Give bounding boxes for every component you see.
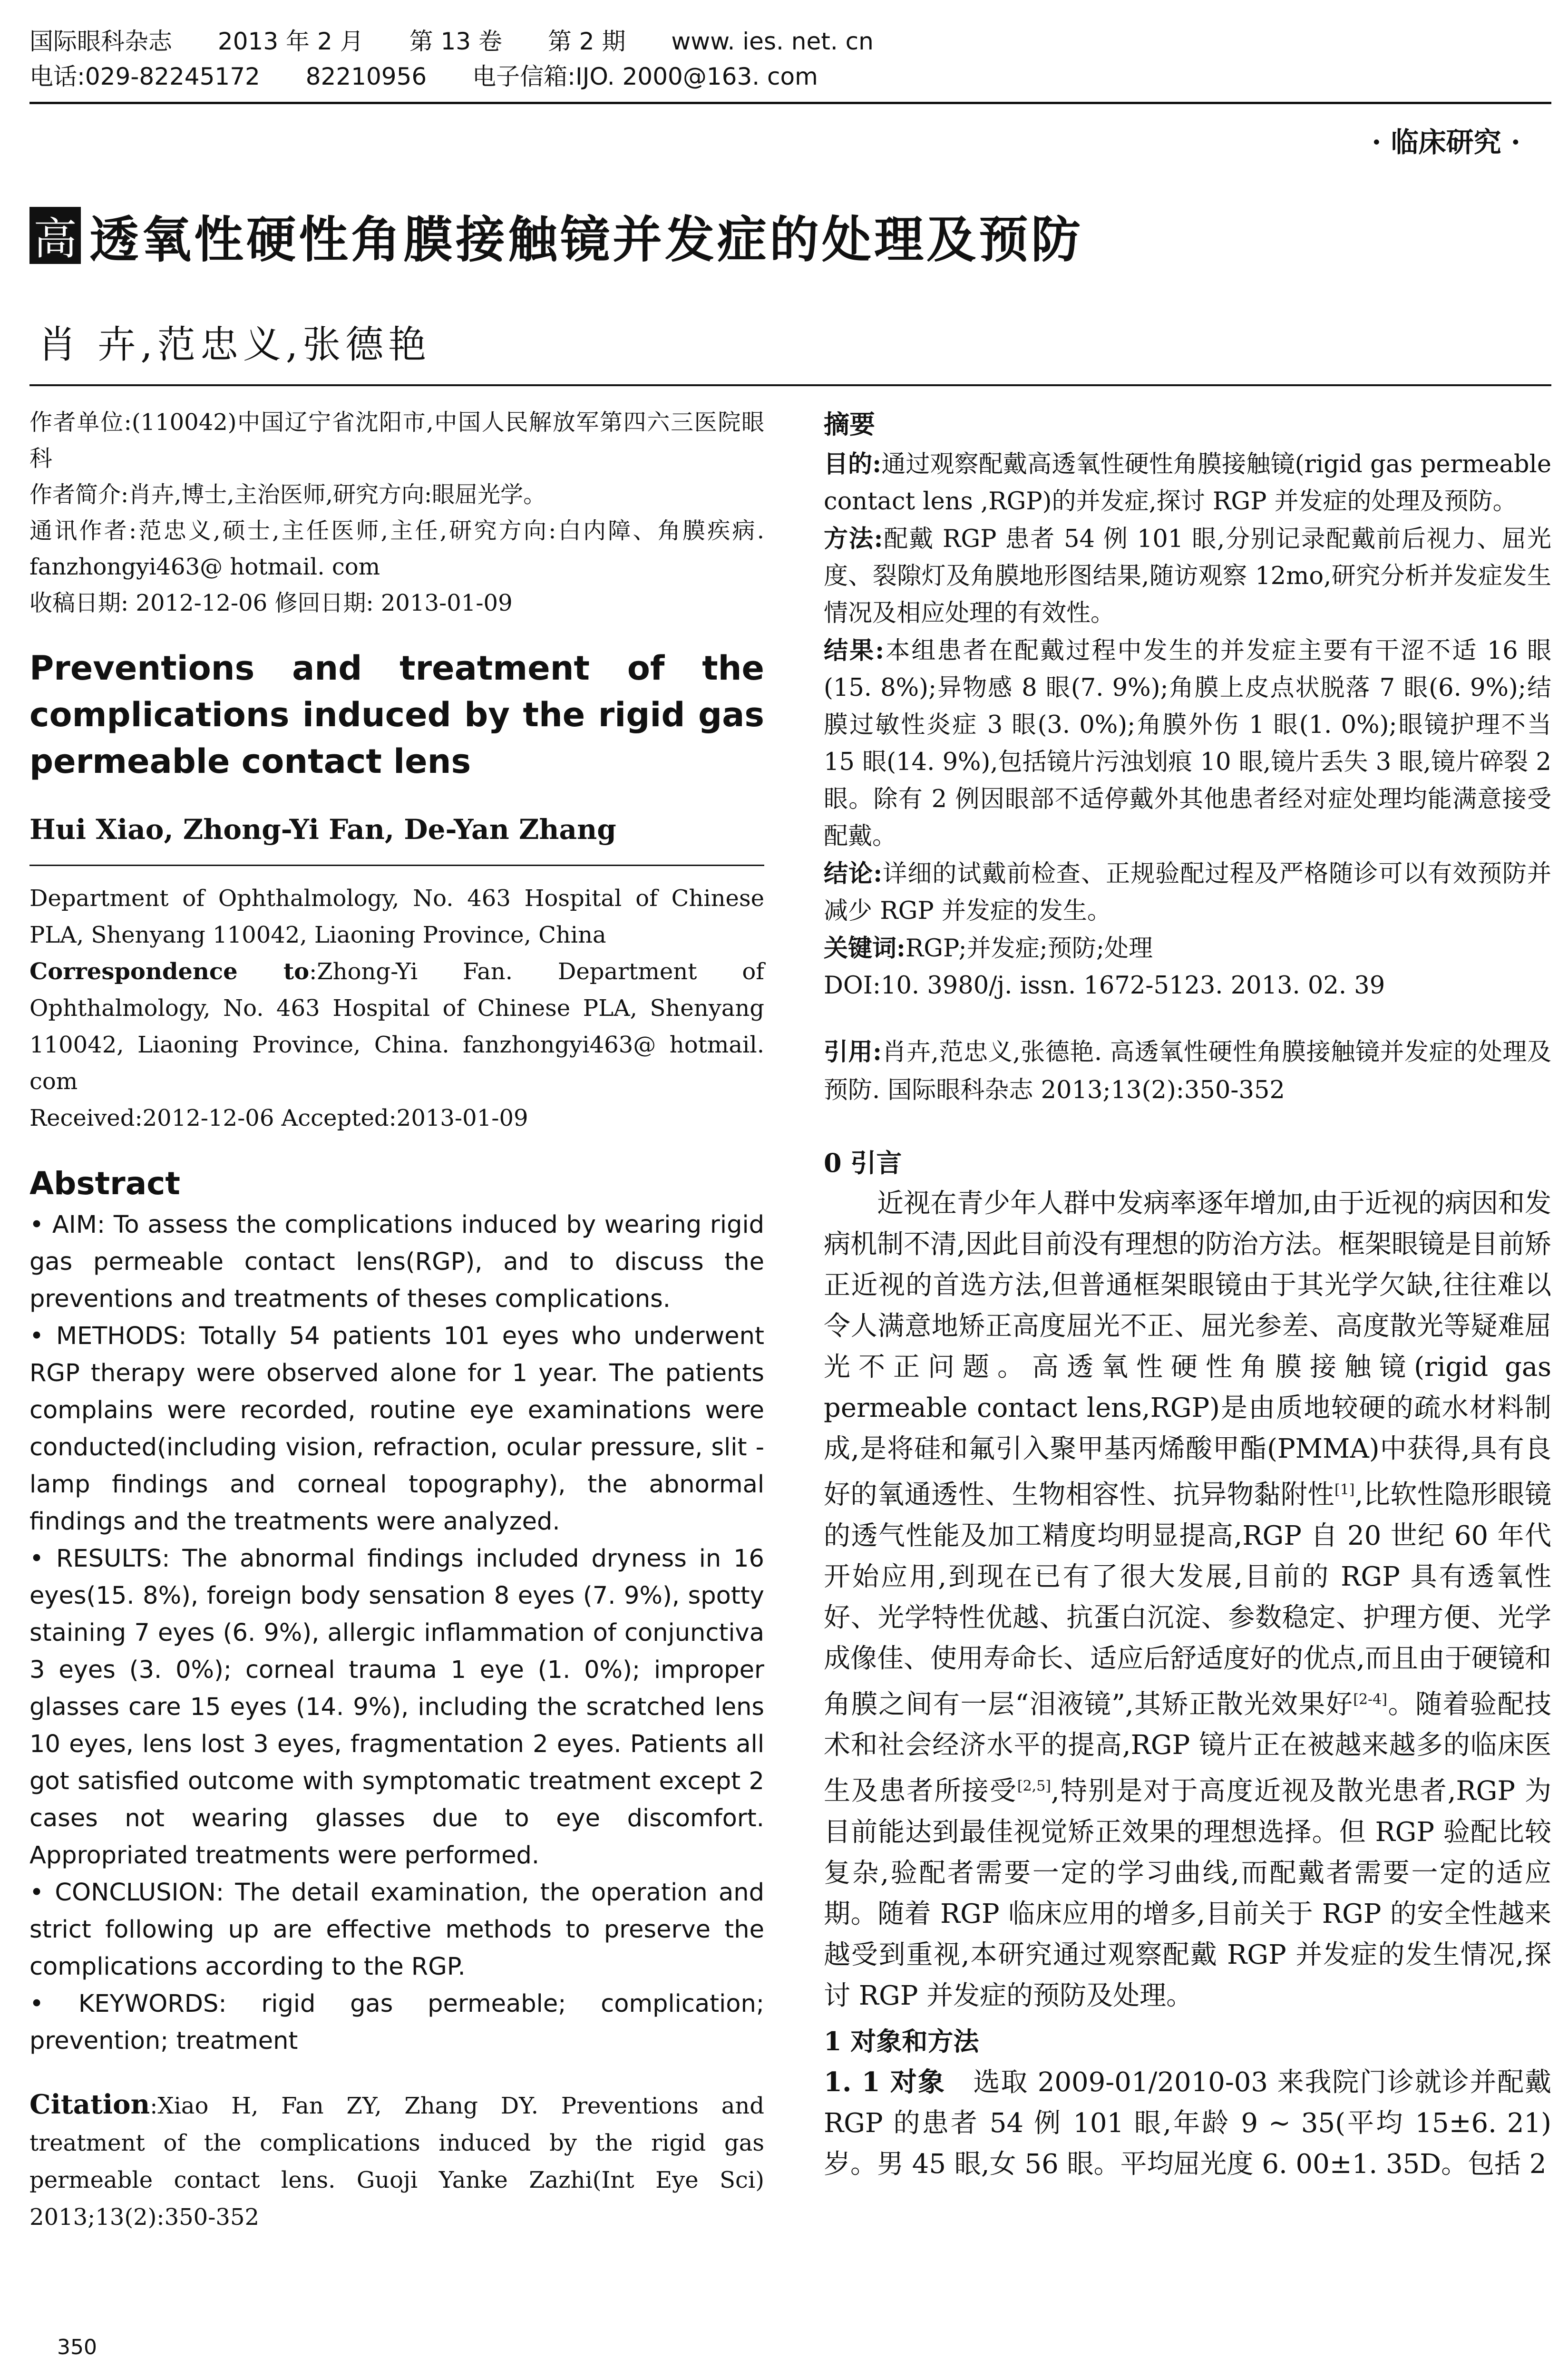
subjects-text: 选取 2009-01/2010-03 来我院门诊就诊并配戴 RGP 的患者 54 例 101 眼,年龄 9 ~ 35(平均 15±6. 21)岁。男 45 眼,女 56 眼。平均屈光度 6. 00±1. 35D。包括 2: [824, 2066, 1552, 2180]
results-text: 本组患者在配戴过程中发生的并发症主要有干涩不适 16 眼(15. 8%);异物感 8 眼(7. 9%);角膜上皮点状脱落 7 眼(6. 9%);结膜过敏性炎症 3 眼(3. 0%);角膜外伤 1 眼(1. 0%);眼镜护理不当 15 眼(14. 9%),包括镜片污浊划痕 10 眼,镜片丢失 3 眼,镜片碎裂 2 眼。除有 2 例因眼部不适停戴外其他患者经对症处理均能满意接受配戴。: [824, 637, 1551, 850]
doi: DOI:10. 3980/j. issn. 1672-5123. 2013. 02. 39: [824, 972, 1385, 1000]
citation-cn-label: 引用:: [824, 1038, 882, 1066]
authors-cn: 肖 卉,范忠义,张德艳: [38, 322, 431, 367]
abstract-en: [29, 1207, 764, 2060]
intro-text-b: ,比软性隐形眼镜的透气性能及加工精度均明显提高,RGP 自 20 世纪 60 年代开始应用,到现在已有了很大发展,目前的 RGP 具有透氧性好、光学特性优越、抗蛋白沉淀、参数稳定、护理方便、光学成像佳、使用寿命长、适应后舒适度好的优点,而且由于硬镜和角膜之间有一层“泪液镜”,其矫正散光效果好: [824, 1479, 1552, 1720]
corresponding-author: 通讯作者:范忠义,硕士,主任医师,主任,研究方向:白内障、角膜疾病. fanzhongyi463@ hotmail. com: [29, 517, 764, 580]
divider: [29, 865, 764, 866]
intro-body: [824, 1183, 1551, 2017]
citation-en: [29, 2086, 764, 2236]
website: www. ies. net. cn: [671, 28, 874, 55]
citation-label: Citation: [29, 2089, 150, 2120]
right-column: [824, 404, 1551, 2185]
abstract-cn-keywords: [824, 930, 1551, 967]
header-line-2: [29, 59, 1551, 94]
english-title: Preventions and treatment of the complications induced by the rigid gas permeable contact lens: [29, 649, 764, 781]
header-rule: [29, 102, 1551, 104]
results-label: 结果:: [824, 636, 885, 665]
title-text: 透氧性硬性角膜接触镜并发症的处理及预防: [89, 210, 1084, 269]
abstract-cn-aim: [824, 446, 1551, 520]
aim-text: 通过观察配戴高透氧性硬性角膜接触镜(rigid gas permeable contact lens ,RGP)的并发症,探讨 RGP 并发症的处理及预防。: [824, 450, 1552, 516]
abstract-keywords: • KEYWORDS: rigid gas permeable; complication; prevention; treatment: [29, 1990, 764, 2055]
received-accepted: Received:2012-12-06 Accepted:2013-01-09: [29, 1105, 528, 1131]
intro-paragraph: [824, 1183, 1551, 2017]
title-highlight-char: 高: [29, 207, 81, 264]
abstract-results: • RESULTS: The abnormal findings included dryness in 16 eyes(15. 8%), foreign body sensation 8 eyes (7. 9%), spotty staining 7 eyes (6. 9%), allergic inflammation of conjunctiva 3 eyes (3. 0%); corneal trauma 1 eye (1. 0%); improper glasses care 15 eyes (14. 9%), including the scratched lens 10 eyes, lens lost 3 eyes, fragmentation 2 eyes. Patients all got satisfied outcome with symptomatic treatment except 2 cases not wearing glasses due to eye discomfort. Appropriated treatments were performed.: [29, 1545, 764, 1870]
abstract-methods: • METHODS: Totally 54 patients 101 eyes who underwent RGP therapy were observed alone for 1 year. The patients complains were recorded, routine eye examinations were conducted(including vision, refraction, ocular pressure, slit - lamp findings and corneal topography), the abnormal findings and the treatments were analyzed.: [29, 1322, 764, 1536]
reference-1: [1]: [1334, 1481, 1355, 1498]
phone: 电话:029-82245172: [29, 63, 260, 90]
conclusion-text: 详细的试戴前检查、正规验配过程及严格随诊可以有效预防并减少 RGP 并发症的发生。: [824, 860, 1551, 925]
intro-text-d: ,特别是对于高度近视及散光患者,RGP 为目前能达到最佳视觉矫正效果的理想选择。但 RGP 验配比较复杂,验配者需要一定的学习曲线,而配戴者需要一定的适应期。随着 RGP 临床应用的增多,目前关于 RGP 的安全性越来越受到重视,本研究通过观察配戴 RGP 并发症的发生情况,探讨 RGP 并发症的预防及处理。: [824, 1775, 1552, 2011]
keywords-label: 关键词:: [824, 934, 906, 963]
correspondence-label: Correspondence to: [29, 958, 310, 985]
citation-text: :Xiao H, Fan ZY, Zhang DY. Preventions and treatment of the complications induced by the rigid gas permeable contact lens. Guoji Yanke Zazhi(Int Eye Sci) 2013;13(2):350-352: [29, 2093, 764, 2231]
reference-2: [2-4]: [1353, 1691, 1387, 1708]
intro-heading: 0 引言: [824, 1148, 902, 1178]
author-bio: 作者简介:肖卉,博士,主治医师,研究方向:眼屈光学。: [29, 481, 546, 508]
issue: 第 2 期: [547, 28, 626, 55]
correspondence: [29, 954, 764, 1100]
subjects-label: 1. 1 对象: [824, 2066, 945, 2098]
header-line-1: [29, 24, 1551, 59]
abstract-cn-heading: 摘要: [824, 409, 875, 439]
affiliation: 作者单位:(110042)中国辽宁省沈阳市,中国人民解放军第四六三医院眼科: [29, 409, 764, 472]
abstract-heading: Abstract: [29, 1165, 180, 1202]
department-info: [29, 880, 764, 1137]
section-tag: · 临床研究 ·: [1372, 126, 1520, 158]
methods-heading: 1 对象和方法: [824, 2026, 979, 2056]
abstract-cn-conclusion: [824, 855, 1551, 930]
abstract-conclusion: • CONCLUSION: The detail examination, the operation and strict following up are effective methods to preserve the complications according to the RGP.: [29, 1879, 764, 1981]
abstract-aim: • AIM: To assess the complications induced by wearing rigid gas permeable contact lens(RGP), and to discuss the preventions and treatments of theses complications.: [29, 1211, 764, 1313]
conclusion-label: 结论:: [824, 859, 883, 888]
email: 电子信箱:IJO. 2000@163. com: [472, 63, 818, 90]
methods-text: 配戴 RGP 患者 54 例 101 眼,分别记录配戴前后视力、屈光度、裂隙灯及角膜地形图结果,随访观察 12mo,研究分析并发症发生情况及相应处理的有效性。: [824, 525, 1551, 627]
article-title: [29, 200, 1083, 271]
citation-cn-text: 肖卉,范忠义,张德艳. 高透氧性硬性角膜接触镜并发症的处理及预防. 国际眼科杂志 2013;13(2):350-352: [824, 1038, 1551, 1104]
intro-text-c: 。随着验配技术和社会经济水平的提高,RGP 镜片正在被越来越多的临床医生及患者所接受: [824, 1689, 1552, 1807]
author-info: [29, 404, 764, 621]
issue-date: 2013 年 2 月: [217, 28, 364, 55]
reference-3: [2,5]: [1017, 1778, 1052, 1795]
correspondence-text: :Zhong-Yi Fan. Department of Ophthalmology, No. 463 Hospital of Chinese PLA, Shenyang 110042, Liaoning Province, China. fanzhongyi463@ hotmail. com: [29, 958, 765, 1095]
english-authors: Hui Xiao, Zhong-Yi Fan, De-Yan Zhang: [29, 813, 616, 846]
intro-text-a: 近视在青少年人群中发病率逐年增加,由于近视的病因和发病机制不清,因此目前没有理想的防治方法。框架眼镜是目前矫正近视的首选方法,但普通框架眼镜由于其光学欠缺,往往难以令人满意地矫正高度屈光不正、屈光参差、高度散光等疑难屈光不正问题。高透氧性硬性角膜接触镜(rigid gas permeable contact lens,RGP)是由质地较硬的疏水材料制成,是将硅和氟引入聚甲基丙烯酸甲酯(PMMA)中获得,具有良好的氧通透性、生物相容性、抗异物黏附性: [824, 1188, 1551, 1510]
volume: 第 13 卷: [409, 28, 502, 55]
title-rule: [29, 384, 1551, 386]
methods-body: [824, 2062, 1551, 2185]
citation-cn: [824, 1033, 1551, 1110]
page-number: 350: [57, 2335, 97, 2359]
abstract-cn-methods: [824, 520, 1551, 632]
subjects-paragraph: [824, 2062, 1551, 2185]
aim-label: 目的:: [824, 450, 882, 478]
journal-header: [29, 24, 1551, 94]
department: Department of Ophthalmology, No. 463 Hospital of Chinese PLA, Shenyang 110042, Liaoning Province, China: [29, 885, 764, 948]
abstract-cn-results: [824, 632, 1551, 855]
abstract-cn: [824, 446, 1551, 1004]
received-dates: 收稿日期: 2012-12-06 修回日期: 2013-01-09: [29, 590, 513, 616]
left-column: [29, 404, 764, 2236]
journal-name: 国际眼科杂志: [29, 28, 172, 55]
keywords-text: RGP;并发症;预防;处理: [905, 935, 1153, 963]
phone-2: 82210956: [305, 63, 427, 90]
methods-label: 方法:: [824, 525, 883, 553]
